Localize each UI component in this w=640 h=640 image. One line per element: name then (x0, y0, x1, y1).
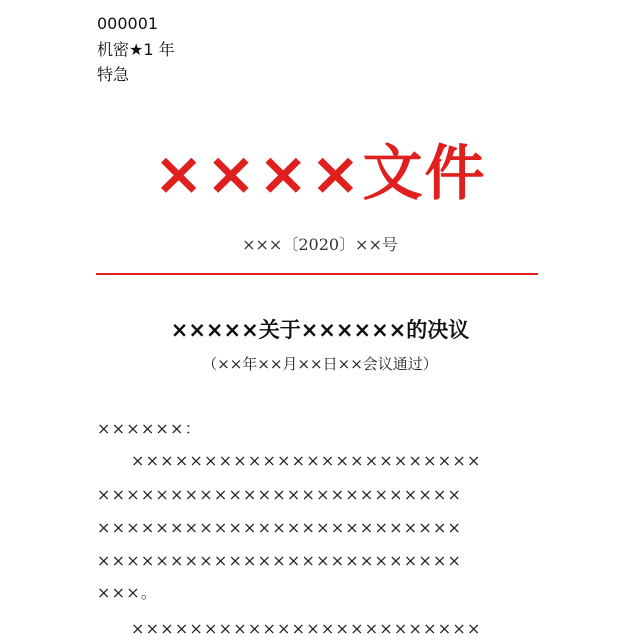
decision-title: ×××××关于××××××的决议 (170, 318, 470, 342)
urgency-level: 特急 (97, 65, 130, 84)
body-line: ××××××××××××××××××××××××× (97, 551, 463, 570)
decision-subtitle: （××年××月××日××会议通过） (202, 355, 438, 373)
salutation: ××××××： (97, 419, 202, 438)
red-separator-line (96, 273, 538, 275)
serial-number: 000001 (97, 14, 159, 33)
body-line: ×××××××××××××××××××××××× (131, 619, 482, 638)
document-number: ×××〔2020〕××号 (242, 235, 398, 254)
body-line: ×××××××××××××××××××××××× (131, 451, 482, 470)
document-header-title: ××××文件 (153, 139, 487, 209)
body-line: ××××××××××××××××××××××××× (97, 485, 463, 504)
body-line: ××××××××××××××××××××××××× (97, 518, 463, 537)
secrecy-level: 机密★1 年 (97, 40, 175, 59)
body-line: ×××。 (97, 583, 159, 602)
